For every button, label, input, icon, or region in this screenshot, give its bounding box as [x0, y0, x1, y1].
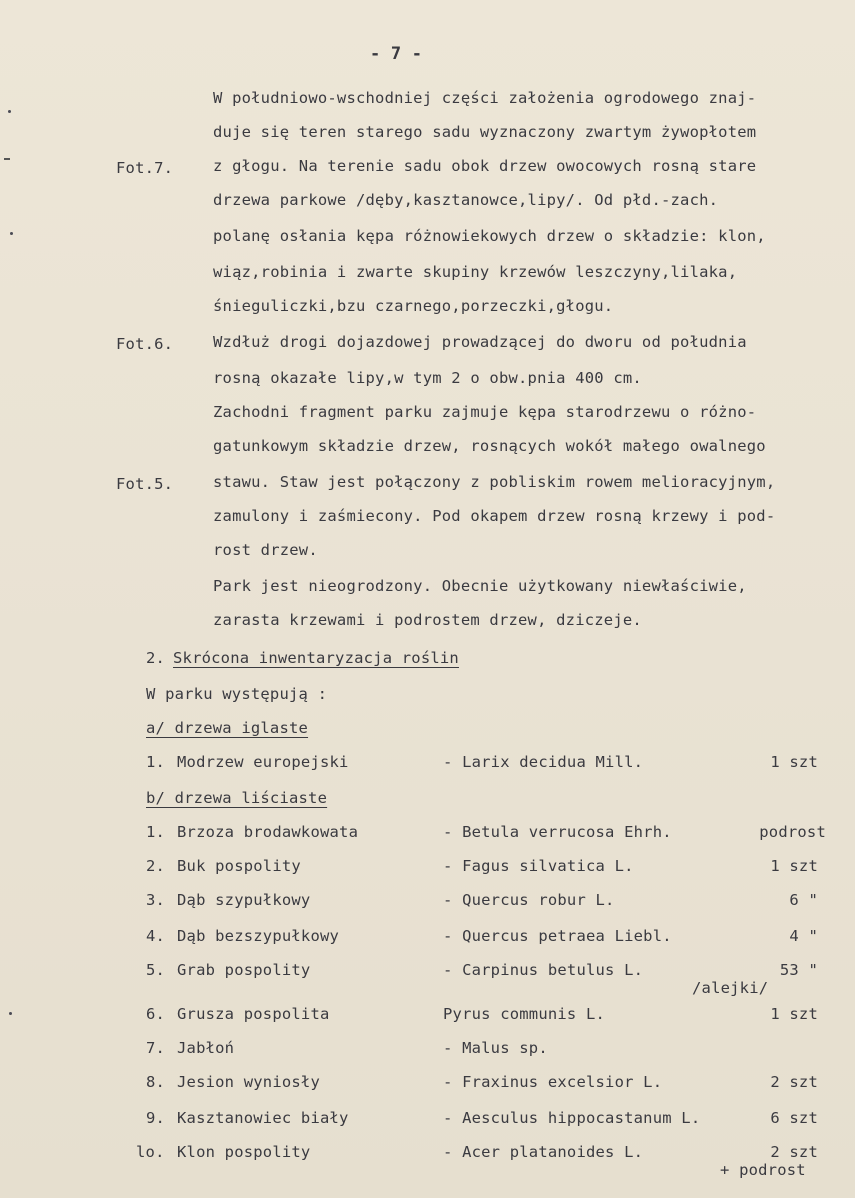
polish-name: Klon pospolity	[177, 1143, 311, 1161]
quantity-note: + podrost	[720, 1161, 806, 1179]
body-line: zamulony i zaśmiecony. Pod okapem drzew rosną krzewy i pod-	[213, 507, 776, 525]
body-line: drzewa parkowe /dęby,kasztanowce,lipy/. Od płd.-zach.	[213, 191, 719, 209]
quantity: 6 szt	[770, 1109, 818, 1127]
quantity: 4 "	[789, 927, 818, 945]
row-number: 3.	[146, 891, 166, 909]
polish-name: Dąb szypułkowy	[177, 891, 311, 909]
polish-name: Dąb bezszypułkowy	[177, 927, 340, 945]
body-line: W południowo-wschodniej części założenia ogrodowego znaj-	[213, 89, 757, 107]
paper-speck	[10, 232, 13, 235]
quantity: 6 "	[789, 891, 818, 909]
polish-name: Buk pospolity	[177, 857, 301, 875]
body-line: Wzdłuż drogi dojazdowej prowadzącej do dworu od południa	[213, 333, 747, 351]
latin-name: - Fraxinus excelsior L.	[443, 1073, 663, 1091]
row-number: 1.	[146, 753, 166, 771]
quantity: 53 "	[779, 961, 818, 979]
body-line: polanę osłania kępa różnowiekowych drzew o składzie: klon,	[213, 227, 766, 245]
quantity: 2 szt	[770, 1143, 818, 1161]
latin-name: - Quercus petraea Liebl.	[443, 927, 672, 945]
body-line: z głogu. Na terenie sadu obok drzew owocowych rosną stare	[213, 157, 757, 175]
row-number: 4.	[146, 927, 166, 945]
latin-name: - Quercus robur L.	[443, 891, 615, 909]
body-line: Zachodni fragment parku zajmuje kępa starodrzewu o różno-	[213, 403, 757, 421]
latin-name: - Malus sp.	[443, 1039, 548, 1057]
paper-speck	[9, 1012, 12, 1015]
latin-name: - Aesculus hippocastanum L.	[443, 1109, 701, 1127]
latin-name: - Acer platanoides L.	[443, 1143, 644, 1161]
body-line: duje się teren starego sadu wyznaczony zwartym żywopłotem	[213, 123, 757, 141]
polish-name: Grusza pospolita	[177, 1005, 330, 1023]
body-line: rosną okazałe lipy,w tym 2 o obw.pnia 400 cm.	[213, 369, 642, 387]
body-line: stawu. Staw jest połączony z pobliskim rowem melioracyjnym,	[213, 473, 776, 491]
row-number: 2.	[146, 857, 166, 875]
section-heading: Skrócona inwentaryzacja roślin	[173, 649, 459, 667]
conifers-heading: a/ drzewa iglaste	[146, 719, 309, 737]
latin-name: - Larix decidua Mill.	[443, 753, 644, 771]
row-number: 6.	[146, 1005, 166, 1023]
photo-reference: Fot.6.	[116, 335, 174, 353]
polish-name: Kasztanowiec biały	[177, 1109, 349, 1127]
quantity-note: /alejki/	[692, 979, 769, 997]
quantity: 2 szt	[770, 1073, 818, 1091]
body-line: gatunkowym składzie drzew, rosnących wokół małego owalnego	[213, 437, 766, 455]
row-number: lo.	[136, 1143, 165, 1161]
row-number: 1.	[146, 823, 166, 841]
photo-reference: Fot.7.	[116, 159, 174, 177]
section-number: 2.	[146, 649, 166, 667]
photo-reference: Fot.5.	[116, 475, 174, 493]
body-line: zarasta krzewami i podrostem drzew, dziczeje.	[213, 611, 642, 629]
quantity: podrost	[759, 823, 826, 841]
latin-name: Pyrus communis L.	[443, 1005, 606, 1023]
quantity: 1 szt	[770, 857, 818, 875]
polish-name: Modrzew europejski	[177, 753, 349, 771]
paper-speck	[4, 158, 10, 160]
intro-line: W parku występują :	[146, 685, 328, 703]
row-number: 8.	[146, 1073, 166, 1091]
latin-name: - Carpinus betulus L.	[443, 961, 644, 979]
quantity: 1 szt	[770, 753, 818, 771]
page-number: - 7 -	[370, 44, 423, 64]
polish-name: Grab pospolity	[177, 961, 311, 979]
paper-speck	[8, 110, 11, 113]
latin-name: - Fagus silvatica L.	[443, 857, 634, 875]
polish-name: Jabłoń	[177, 1039, 235, 1057]
body-line: rost drzew.	[213, 541, 318, 559]
deciduous-heading: b/ drzewa liściaste	[146, 789, 328, 807]
body-line: Park jest nieogrodzony. Obecnie użytkowany niewłaściwie,	[213, 577, 747, 595]
quantity: 1 szt	[770, 1005, 818, 1023]
body-line: wiąz,robinia i zwarte skupiny krzewów leszczyny,lilaka,	[213, 263, 738, 281]
row-number: 9.	[146, 1109, 166, 1127]
polish-name: Jesion wyniosły	[177, 1073, 320, 1091]
body-line: śnieguliczki,bzu czarnego,porzeczki,głogu.	[213, 297, 614, 315]
polish-name: Brzoza brodawkowata	[177, 823, 359, 841]
row-number: 5.	[146, 961, 166, 979]
latin-name: - Betula verrucosa Ehrh.	[443, 823, 672, 841]
row-number: 7.	[146, 1039, 166, 1057]
